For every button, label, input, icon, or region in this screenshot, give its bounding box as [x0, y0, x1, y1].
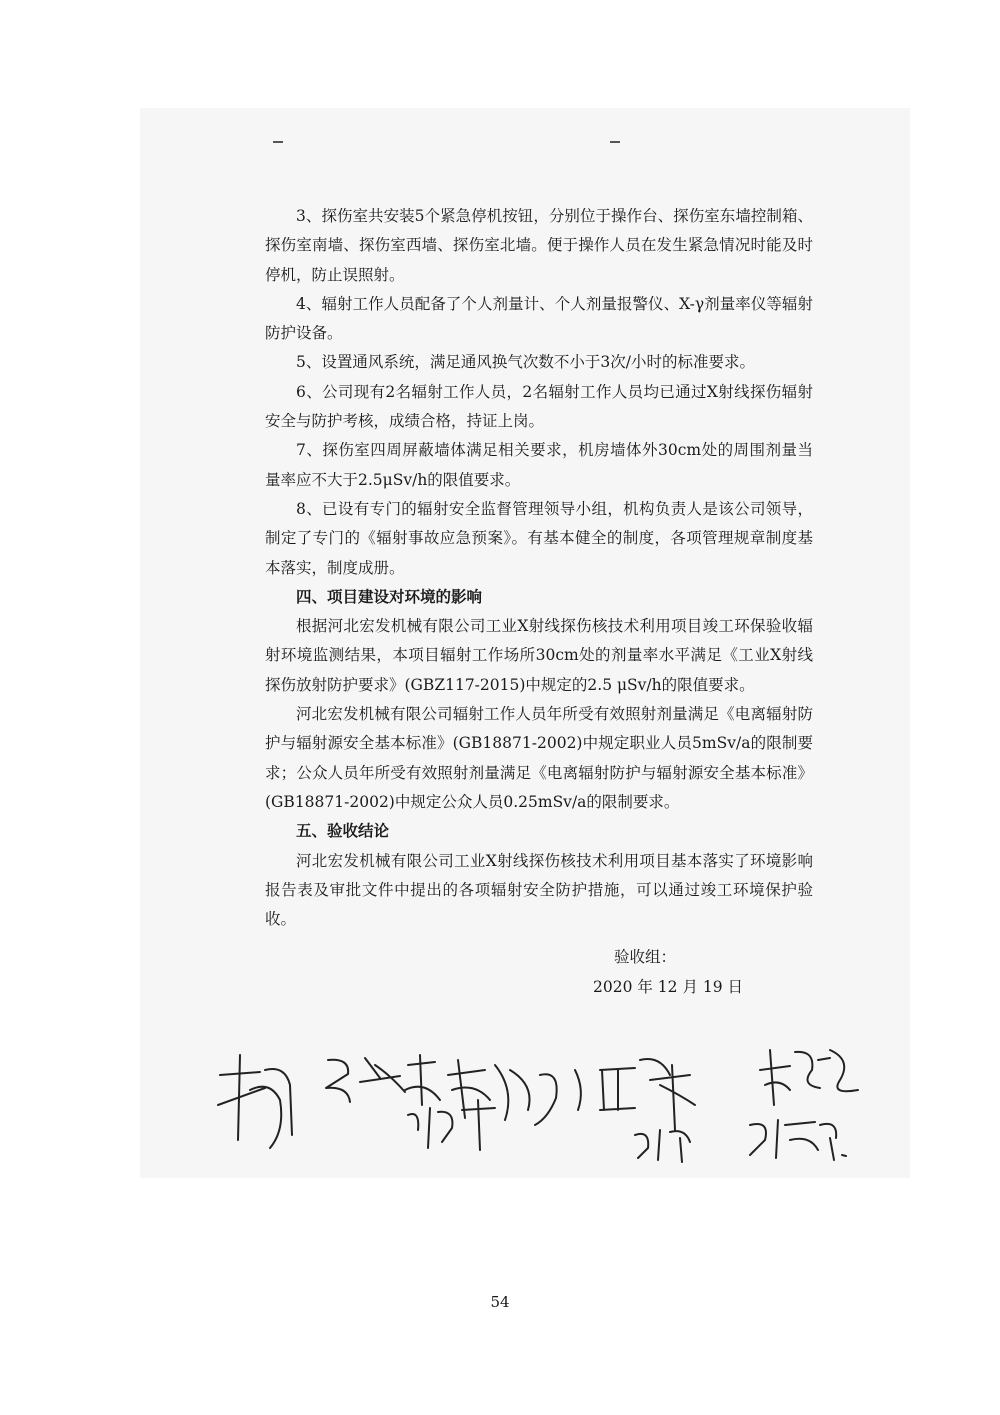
- acceptance-group-label: 验收组：: [614, 948, 677, 966]
- signature-2: [326, 1055, 440, 1105]
- signature-3: [408, 1100, 495, 1150]
- paragraph-monitoring-result: 根据河北宏发机械有限公司工业X射线探伤核技术利用项目竣工环保验收辐射环境监测结果，本项目辐射工作场所30cm处的剂量率水平满足《工业X射线探伤放射防护要求》(GBZ117-2015)中规定的2.5 μSv/h的限值要求。: [265, 617, 813, 694]
- section-heading-conclusion: 五、验收结论: [296, 822, 390, 841]
- paragraph-item-6: 6、公司现有2名辐射工作人员，2名辐射工作人员均已通过X射线探伤辐射安全与防护考核，成绩合格，持证上岗。: [265, 382, 813, 431]
- page-number: 54: [490, 1293, 510, 1311]
- header-mark-right: [610, 141, 620, 143]
- paragraph-item-8: 8、已设有专门的辐射安全监督管理领导小组，机构负责人是该公司领导，制定了专门的《辐射事故应急预案》。有基本健全的制度，各项管理规章制度基本落实，制度成册。: [265, 499, 813, 577]
- document-body: [265, 202, 813, 934]
- signature-1: [218, 1055, 292, 1148]
- signature-5: [600, 1059, 695, 1130]
- header-mark-left: [273, 141, 283, 143]
- signature-4: [448, 1060, 581, 1125]
- paragraph-dose-limits: 河北宏发机械有限公司辐射工作人员年所受有效照射剂量满足《电离辐射防护与辐射源安全基本标准》(GB18871-2002)中规定职业人员5mSv/a的限制要求；公众人员年所受有效照射剂量满足《电离辐射防护与辐射源安全基本标准》(GB18871-2002)中规定公众人员0.25mSv/a的限制要求。: [265, 705, 813, 811]
- paragraph-item-5: 5、设置通风系统，满足通风换气次数不小于3次/小时的标准要求。: [296, 353, 755, 372]
- signature-7: [760, 1050, 858, 1105]
- paragraph-item-4: 4、辐射工作人员配备了个人剂量计、个人剂量报警仪、X-γ剂量率仪等辐射防护设备。: [265, 294, 813, 343]
- paragraph-item-3: 3、探伤室共安装5个紧急停机按钮，分别位于操作台、探伤室东墙控制箱、探伤室南墙、探伤室西墙、探伤室北墙。便于操作人员在发生紧急情况时能及时停机，防止误照射。: [265, 207, 813, 284]
- handwritten-signatures: [190, 1030, 890, 1170]
- section-heading-environment: 四、项目建设对环境的影响: [296, 587, 483, 606]
- paragraph-item-7: 7、探伤室四周屏蔽墙体满足相关要求，机房墙体外30cm处的周围剂量当量率应不大于2.5μSv/h的限值要求。: [265, 441, 813, 489]
- signature-8: [750, 1120, 846, 1160]
- signature-6: [635, 1130, 690, 1162]
- signoff-block: [560, 942, 760, 1002]
- signoff-date: 2020 年 12 月 19 日: [593, 978, 744, 996]
- paragraph-conclusion: 河北宏发机械有限公司工业X射线探伤核技术利用项目基本落实了环境影响报告表及审批文件中提出的各项辐射安全防护措施，可以通过竣工环境保护验收。: [265, 851, 813, 929]
